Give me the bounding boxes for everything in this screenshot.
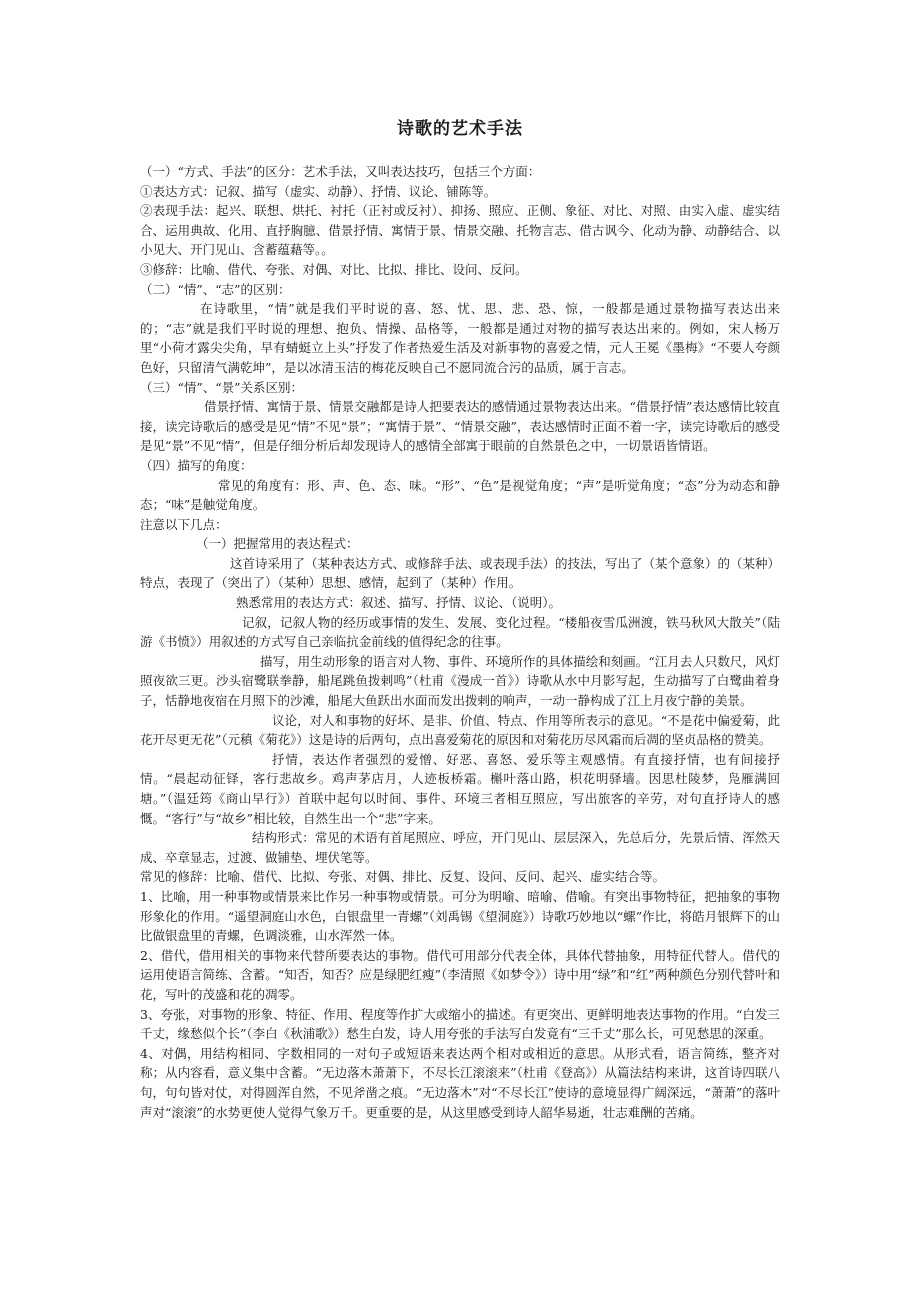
paragraph: 2、借代，借用相关的事物来代替所要表达的事物。借代可用部分代表全体，具体代替抽象，用特征代替人。借代的运用使语言简练、含蓄。“知否，知否？应是绿肥红瘦”（李清照《如梦令》）诗中用“绿”和“红”两种颜色分别代替叶和花，写叶的茂盛和花的凋零。: [140, 947, 780, 1002]
paragraph: 结构形式：常见的术语有首尾照应、呼应，开门见山、层层深入，先总后分，先景后情、浑然天成、卒章显志，过渡、做铺垫、埋伏笔等。: [140, 830, 780, 865]
paragraph: 描写，用生动形象的语言对人物、事件、环境所作的具体描绘和刻画。“江月去人只数尺，风灯照夜欲三更。沙头宿鹭联拳静，船尾跳鱼拨剌鸣”（杜甫《漫成一首》）诗歌从水中月影写起，生动描写了白鹭曲着身子，恬静地夜宿在月照下的沙滩，船尾大鱼跃出水面而发出拨剌的响声，一动一静构成了江上月夜宁静的美景。: [140, 653, 780, 709]
paragraph: 3、夸张，对事物的形象、特征、作用、程度等作扩大或缩小的描述。有更突出、更鲜明地表达事物的作用。“白发三千丈，缘愁似个长”（李白《秋浦歌》）愁生白发，诗人用夸张的手法写白发竟有“三千丈”那么长，可见愁思的深重。: [140, 1006, 780, 1042]
paragraph: （三）“情”、“景”关系区别：: [140, 379, 304, 395]
paragraph: （一）“方式、手法”的区分：艺术手法，又叫表达技巧，包括三个方面：: [140, 164, 541, 179]
paragraph: 常见的角度有：形、声、色、态、味。“形”、“色”是视觉角度；“声”是听觉角度；“态”分为动态和静态；“味”是触觉角度。: [140, 477, 780, 513]
paragraph: 1、比喻，用一种事物或情景来比作另一种事物或情景。可分为明喻、暗喻、借喻。有突出事物特征，把抽象的事物形象化的作用。“遥望洞庭山水色，白银盘里一青螺”（刘禹锡《望洞庭》）诗歌巧妙地以“螺”作比，将皓月银辉下的山比做银盘里的青螺，色调淡雅，山水浑然一体。: [140, 888, 780, 944]
paragraph: （四）描写的角度：: [140, 457, 253, 473]
document-title: 诗歌的艺术手法: [397, 119, 523, 139]
paragraph: 注意以下几点：: [140, 516, 228, 532]
paragraph: 常见的修辞：比喻、借代、比拟、夸张、对偶、排比、反复、设问、反问、起兴、虚实结合等。: [140, 869, 666, 885]
paragraph: 抒情，表达作者强烈的爱憎、好恶、喜怒、爱乐等主观感情。有直接抒情，也有间接抒情。“晨起动征铎，客行悲故乡。鸡声茅店月，人迹板桥霜。槲叶落山路，枳花明驿墙。因思杜陵梦，凫雁满回塘。”（温廷筠《商山早行》）首联中起句以时间、事件、环境三者相互照应，写出旅客的辛劳，对句直抒诗人的感慨。“客行”与“故乡”相比较，自然生出一个“悲”字来。: [140, 751, 780, 826]
paragraph: 记叙，记叙人物的经历或事情的发生、发展、变化过程。“楼船夜雪瓜洲渡，铁马秋风大散关”（陆游《书愤》）用叙述的方式写自己亲临抗金前线的值得纪念的往事。: [140, 614, 780, 650]
paragraph: 这首诗采用了（某种表达方式、或修辞手法、或表现手法）的技法，写出了（某个意象）的（某种）特点，表现了（突出了）（某种）思想、感情，起到了（某种）作用。: [140, 555, 781, 591]
paragraph: （二）“情”、“志”的区别：: [140, 281, 291, 297]
paragraph: ③修辞：比喻、借代、夸张、对偶、对比、比拟、排比、设问、反问。: [140, 261, 528, 277]
paragraph: ①表达方式：记叙、描写（虚实、动静）、抒情、议论、铺陈等。: [140, 183, 497, 199]
paragraph: 4、对偶，用结构相同、字数相同的一对句子或短语来表达两个相对或相近的意思。从形式看，语言简练，整齐对称；从内容看，意义集中含蓄。“无边落木萧萧下，不尽长江滚滚来”（杜甫《登高》）从篇法结构来讲，这首诗四联八句，句句皆对仗，对得圆浑自然，不见斧凿之痕。“无边落木”对“不尽长江”使诗的意境显得广阔深远，“萧萧”的落叶声对“滚滚”的水势更使人觉得气象万千。更重要的是，从这里感受到诗人韶华易逝，壮志难酬的苦痛。: [140, 1045, 780, 1120]
paragraph: ②表现手法：起兴、联想、烘托、衬托（正衬或反衬）、抑扬、照应、正侧、象征、对比、对照、由实入虚、虚实结合、运用典故、化用、直抒胸臆、借景抒情、寓情于景、情景交融、托物言志、借古讽今、化动为静、动静结合、以小见大、开门见山、含蓄蕴藉等。。: [140, 203, 780, 258]
paragraph: 议论，对人和事物的好坏、是非、价值、特点、作用等所表示的意见。“不是花中偏爱菊，此花开尽更无花”（元稹《菊花》）这是诗的后两句，点出喜爱菊花的原因和对菊花历尽风霜而后凋的坚贞品格的赞美。: [140, 712, 780, 748]
paragraph: 借景抒情、寓情于景、情景交融都是诗人把要表达的感情通过景物表达出来。“借景抒情”表达感情比较直接，读完诗歌后的感受是见“情”不见“景”；“寓情于景”、“情景交融”，表达感情时正面不着一字，读完诗歌后的感受是见“景”不见“情”，但是仔细分析后却发现诗人的感情全部寓于眼前的自然景色之中，一切景语皆情语。: [140, 399, 780, 454]
document-body: [140, 162, 780, 1122]
paragraph: 熟悉常用的表达方式：叙述、描写、抒情、议论、（说明）。: [236, 595, 562, 611]
paragraph: （一）把握常用的表达程式：: [196, 536, 359, 552]
paragraph: 在诗歌里，“情”就是我们平时说的喜、怒、忧、思、悲、恐、惊，一般都是通过景物描写表达出来的；“志”就是我们平时说的理想、抱负、情操、品格等，一般都是通过对物的描写表达出来的。例如，宋人杨万里“小荷才露尖尖角，早有蜻蜓立上头”抒发了作者热爱生活及对新事物的喜爱之情，元人王冕《墨梅》“不要人夸颜色好，只留清气满乾坤”，是以冰清玉洁的梅花反映自己不愿同流合污的品质，属于言志。: [140, 301, 780, 375]
